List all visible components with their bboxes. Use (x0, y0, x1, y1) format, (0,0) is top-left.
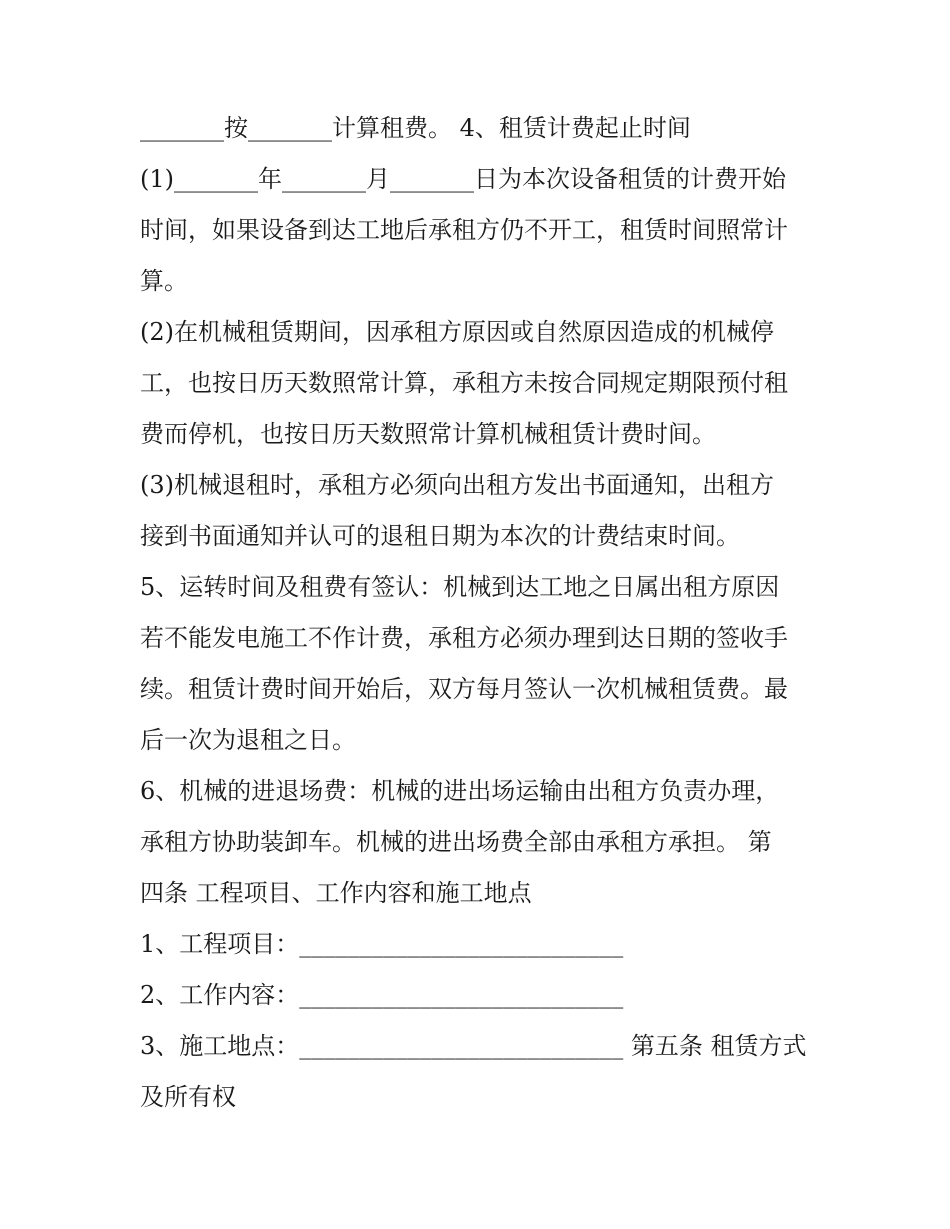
text-line: 费而停机，也按日历天数照常计算机械租赁计费时间。 (140, 420, 716, 448)
text-line: 时间，如果设备到达工地后承租方仍不开工，租赁时间照常计 (140, 216, 788, 244)
text-line: 若不能发电施工不作计费，承租方必须办理到达日期的签收手 (140, 624, 788, 652)
text-line: 承租方协助装卸车。机械的进出场费全部由承租方承担。 第 (140, 828, 772, 856)
text-line: 及所有权 (140, 1083, 236, 1111)
text-line: 后一次为退租之日。 (140, 726, 356, 754)
text-line: (2)在机械租赁期间，因承租方原因或自然原因造成的机械停 (140, 318, 774, 346)
text-line: 5、运转时间及租费有签认：机械到达工地之日属出租方原因 (140, 573, 780, 601)
text-line: 续。租赁计费时间开始后，双方每月签认一次机械租赁费。最 (140, 675, 788, 703)
text-line: 3、施工地点：___________________________ 第五条 租赁方式 (140, 1032, 807, 1060)
document-body (140, 103, 812, 1123)
text-line: 6、机械的进退场费：机械的进出场运输由出租方负责办理， (140, 777, 780, 805)
text-line: 四条 工程项目、工作内容和施工地点 (140, 879, 532, 907)
text-line: 算。 (140, 267, 188, 295)
text-line: _______按_______计算租费。 4、租赁计费起止时间 (140, 114, 691, 142)
text-line: (3)机械退租时，承租方必须向出租方发出书面通知，出租方 (140, 471, 774, 499)
text-line: 工，也按日历天数照常计算，承租方未按合同规定期限预付租 (140, 369, 788, 397)
text-line: 1、工程项目：___________________________ (140, 930, 624, 958)
text-line: (1)_______年_______月_______日为本次设备租赁的计费开始 (140, 165, 786, 193)
text-line: 接到书面通知并认可的退租日期为本次的计费结束时间。 (140, 522, 740, 550)
text-line: 2、工作内容：___________________________ (140, 981, 624, 1009)
